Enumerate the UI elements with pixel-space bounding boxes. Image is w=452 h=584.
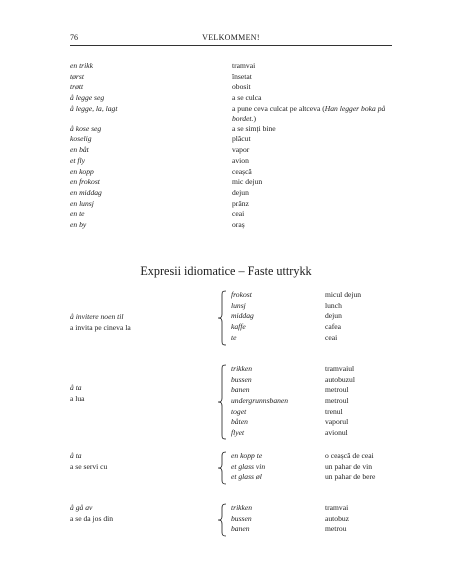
- norwegian-phrase: å ta: [70, 383, 82, 392]
- romanian-term: dejun: [232, 187, 249, 197]
- idiom-option-row: [231, 375, 406, 386]
- romanian-phrase: a lua: [70, 393, 85, 403]
- option-romanian: avionul: [325, 428, 348, 438]
- idiom-option-row: [231, 472, 406, 483]
- option-romanian: vaporul: [325, 417, 349, 427]
- option-norwegian: kaffe: [231, 322, 246, 332]
- idiom-option-row: [231, 396, 406, 407]
- option-norwegian: undergrunnsbanen: [231, 396, 289, 406]
- section-heading: Expresii idiomatice – Faste uttrykk: [140, 264, 312, 278]
- option-norwegian: et glass øl: [231, 472, 262, 482]
- option-romanian: cafea: [325, 322, 342, 332]
- idiom-option-row: [231, 301, 406, 312]
- idiom-option-row: [231, 451, 406, 462]
- romanian-term: oraș: [232, 219, 245, 229]
- norwegian-term: en by: [70, 219, 87, 229]
- romanian-term: avion: [232, 155, 249, 165]
- idiom-option-row: [231, 514, 406, 525]
- example-sentence: Han legger boka på bordet.: [232, 103, 386, 123]
- romanian-term: vapor: [232, 145, 250, 155]
- option-romanian: ceai: [325, 332, 338, 342]
- option-romanian: trenul: [325, 406, 343, 416]
- option-norwegian: toget: [231, 406, 247, 416]
- norwegian-term: å kose seg: [70, 123, 102, 133]
- norwegian-term: koselig: [70, 134, 92, 144]
- vocab-row: [70, 188, 400, 199]
- idiom-phrase: [70, 503, 113, 524]
- idiom-option-row: [231, 385, 406, 396]
- norwegian-term: en kopp: [70, 166, 94, 176]
- vocab-row: [70, 124, 400, 135]
- romanian-term: mic dejun: [232, 177, 263, 187]
- idiom-options: [231, 503, 406, 535]
- idiom-options: [231, 290, 406, 343]
- option-romanian: un pahar de bere: [325, 472, 376, 482]
- idiom-phrase: [70, 312, 131, 333]
- idiom-option-row: [231, 503, 406, 514]
- header-rule: [70, 45, 392, 46]
- vocab-row: [70, 93, 400, 104]
- option-norwegian: lunsj: [231, 300, 246, 310]
- option-norwegian: bussen: [231, 513, 252, 523]
- option-romanian: micul dejun: [325, 290, 362, 299]
- closing-paren: ): [253, 113, 256, 123]
- vocab-row: [70, 134, 400, 145]
- romanian-term: însetat: [232, 71, 252, 81]
- curly-brace-icon: [217, 364, 227, 440]
- option-romanian: tramvai: [325, 503, 349, 512]
- idiom-phrase: [70, 383, 85, 404]
- option-norwegian: flyet: [231, 428, 245, 438]
- vocab-row: [70, 209, 400, 220]
- norwegian-term: en te: [70, 209, 85, 219]
- option-norwegian: trikken: [231, 364, 253, 373]
- option-norwegian: middag: [231, 311, 254, 321]
- option-romanian: autobuzul: [325, 374, 355, 384]
- norwegian-term: tørst: [70, 71, 84, 81]
- norwegian-phrase: å gå av: [70, 503, 93, 512]
- vocab-row: [70, 167, 400, 178]
- option-norwegian: bussen: [231, 374, 252, 384]
- option-romanian: dejun: [325, 311, 342, 321]
- running-title: VELKOMMEN!: [202, 33, 260, 42]
- idiom-option-row: [231, 462, 406, 473]
- norwegian-term: en middag: [70, 187, 102, 197]
- romanian-term: prânz: [232, 198, 249, 208]
- curly-brace-icon: [217, 503, 227, 537]
- option-norwegian: frokost: [231, 290, 252, 299]
- option-norwegian: båten: [231, 417, 248, 427]
- idiom-option-row: [231, 417, 406, 428]
- norwegian-phrase: å invitere noen til: [70, 312, 124, 321]
- romanian-phrase: a invita pe cineva la: [70, 322, 131, 332]
- idiom-option-row: [231, 333, 406, 344]
- curly-brace-icon: [217, 290, 227, 346]
- idiom-option-row: [231, 407, 406, 418]
- norwegian-term: et fly: [70, 155, 85, 165]
- option-norwegian: banen: [231, 524, 250, 534]
- curly-brace-icon: [217, 451, 227, 485]
- norwegian-term: en lunsj: [70, 198, 94, 208]
- idiom-option-row: [231, 322, 406, 333]
- option-romanian: o ceașcă de ceai: [325, 451, 374, 460]
- romanian-term-text: a pune ceva culcat pe altceva (: [232, 103, 325, 113]
- idiom-options: [231, 451, 406, 483]
- page-number: 76: [70, 33, 78, 42]
- idiom-option-row: [231, 364, 406, 375]
- romanian-phrase: a se da jos din: [70, 513, 114, 523]
- option-norwegian: banen: [231, 385, 250, 395]
- vocab-row: [70, 199, 400, 210]
- romanian-term: tramvai: [232, 61, 256, 70]
- vocab-row: [70, 177, 400, 188]
- vocab-row: [70, 82, 400, 93]
- idiom-phrase: [70, 451, 107, 472]
- romanian-term: ceașcă: [232, 166, 252, 176]
- norwegian-term: å legge seg: [70, 93, 105, 103]
- idiom-option-row: [231, 311, 406, 322]
- option-norwegian: trikken: [231, 503, 253, 512]
- vocab-row: [70, 145, 400, 156]
- romanian-term: plăcut: [232, 134, 251, 144]
- romanian-term: [232, 104, 392, 124]
- vocab-row: [70, 104, 400, 124]
- option-romanian: un pahar de vin: [325, 461, 373, 471]
- norwegian-phrase: å ta: [70, 451, 82, 460]
- option-norwegian: te: [231, 332, 237, 342]
- option-romanian: metrou: [325, 524, 347, 534]
- option-norwegian: en kopp te: [231, 451, 263, 460]
- vocab-row: [70, 220, 400, 231]
- norwegian-term: en frokost: [70, 177, 100, 187]
- option-norwegian: et glass vin: [231, 461, 266, 471]
- romanian-term: ceai: [232, 209, 245, 219]
- idiom-option-row: [231, 428, 406, 439]
- option-romanian: autobuz: [325, 513, 350, 523]
- idiom-option-row: [231, 290, 406, 301]
- option-romanian: lunch: [325, 300, 342, 310]
- vocab-row: [70, 156, 400, 167]
- romanian-term: obosit: [232, 82, 251, 92]
- norwegian-term: trøtt: [70, 82, 84, 92]
- vocabulary-list: [70, 61, 400, 231]
- norwegian-term: en båt: [70, 145, 89, 155]
- vocab-row: [70, 61, 400, 72]
- idiom-option-row: [231, 524, 406, 535]
- norwegian-term: å legge, la, lagt: [70, 103, 118, 113]
- norwegian-term: en trikk: [70, 61, 93, 70]
- vocab-row: [70, 72, 400, 83]
- option-romanian: tramvaiul: [325, 364, 355, 373]
- romanian-term: a se simți bine: [232, 123, 276, 133]
- idiom-options: [231, 364, 406, 439]
- option-romanian: metroul: [325, 396, 349, 406]
- romanian-phrase: a se servi cu: [70, 461, 108, 471]
- romanian-term: a se culca: [232, 93, 262, 103]
- option-romanian: metroul: [325, 385, 349, 395]
